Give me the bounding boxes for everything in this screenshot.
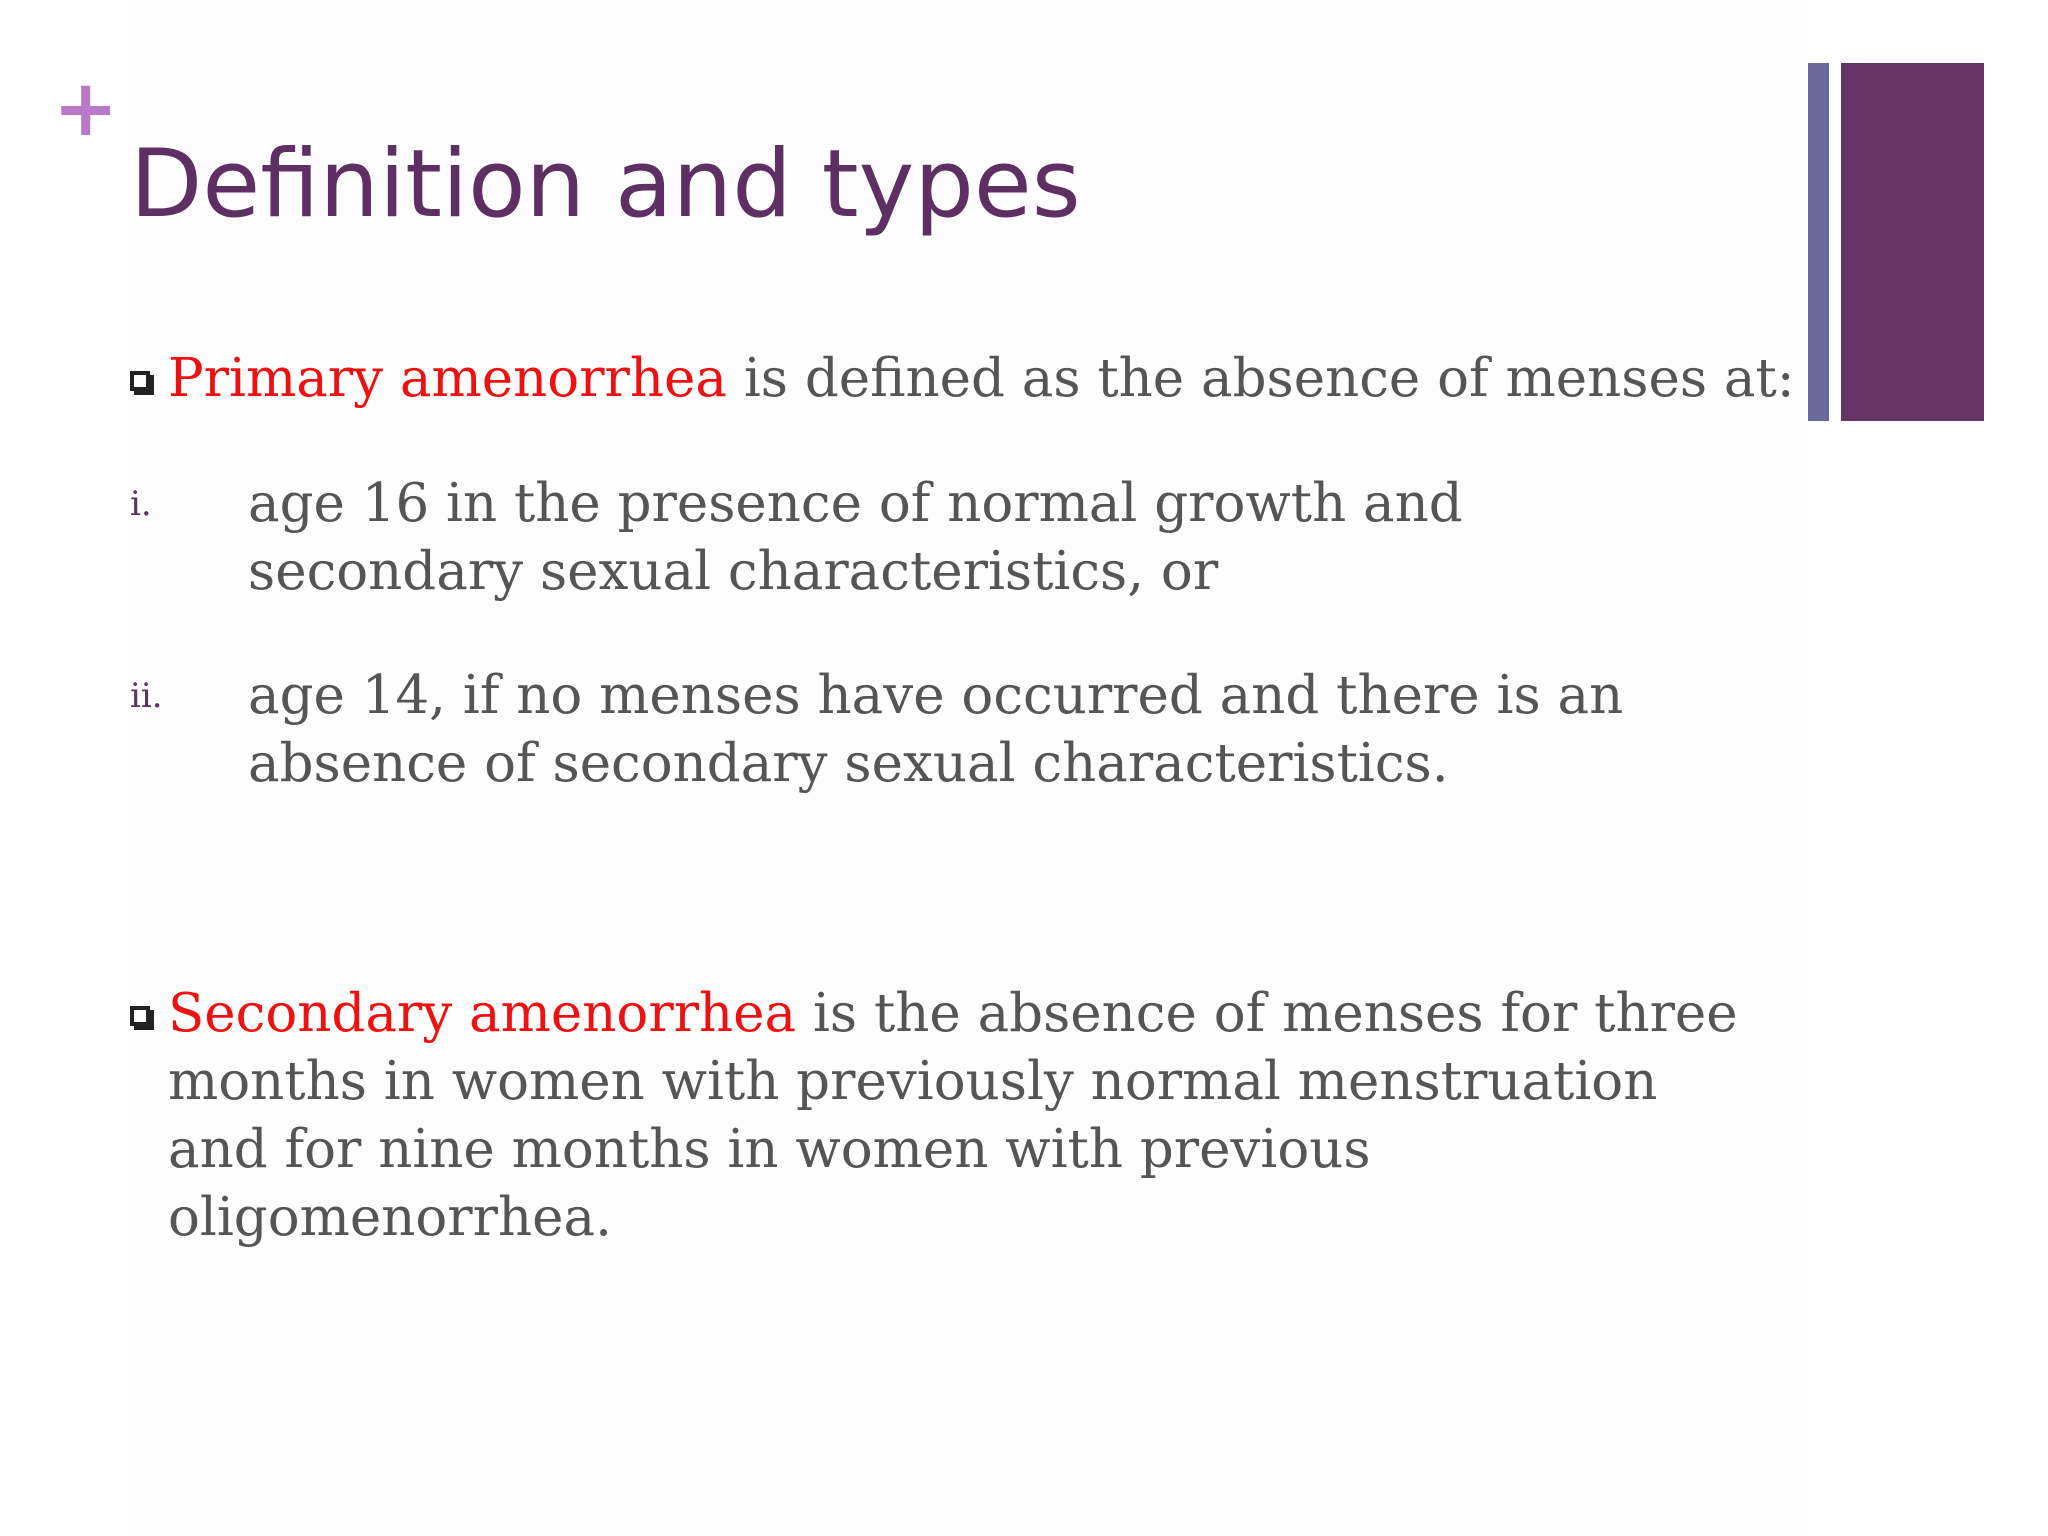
plus-decoration-icon: + <box>53 64 119 154</box>
bullet-body: is the absence of menses for three months in women with previously normal menstruation and for nine months in women with previous oligomenorrhea. <box>168 983 1738 1248</box>
highlight-term: Primary amenorrhea <box>168 348 727 409</box>
checkbox-bullet-icon <box>130 1006 150 1026</box>
checkbox-bullet-icon <box>130 371 150 391</box>
accent-bar-thick <box>1841 63 1984 421</box>
numbered-text: age 14, if no menses have occurred and there is an absence of secondary sexual characteristics. <box>248 665 1624 794</box>
bullet-secondary-amenorrhea <box>130 980 1770 1252</box>
accent-bar-thin <box>1808 63 1829 421</box>
bullet-primary-amenorrhea <box>130 345 1810 413</box>
slide-title: Definition and types <box>130 130 1081 239</box>
numbered-item-i <box>130 470 1728 606</box>
highlight-term: Secondary amenorrhea <box>168 983 797 1044</box>
numbered-text: age 16 in the presence of normal growth and secondary sexual characteristics, or <box>248 473 1463 602</box>
bullet-text <box>168 345 1795 413</box>
bullet-body: is defined as the absence of menses at: <box>726 348 1795 409</box>
numbered-item-ii <box>130 662 1728 798</box>
bullet-text <box>168 980 1770 1252</box>
numbered-label: ii. <box>130 676 163 716</box>
numbered-label: i. <box>130 484 152 524</box>
